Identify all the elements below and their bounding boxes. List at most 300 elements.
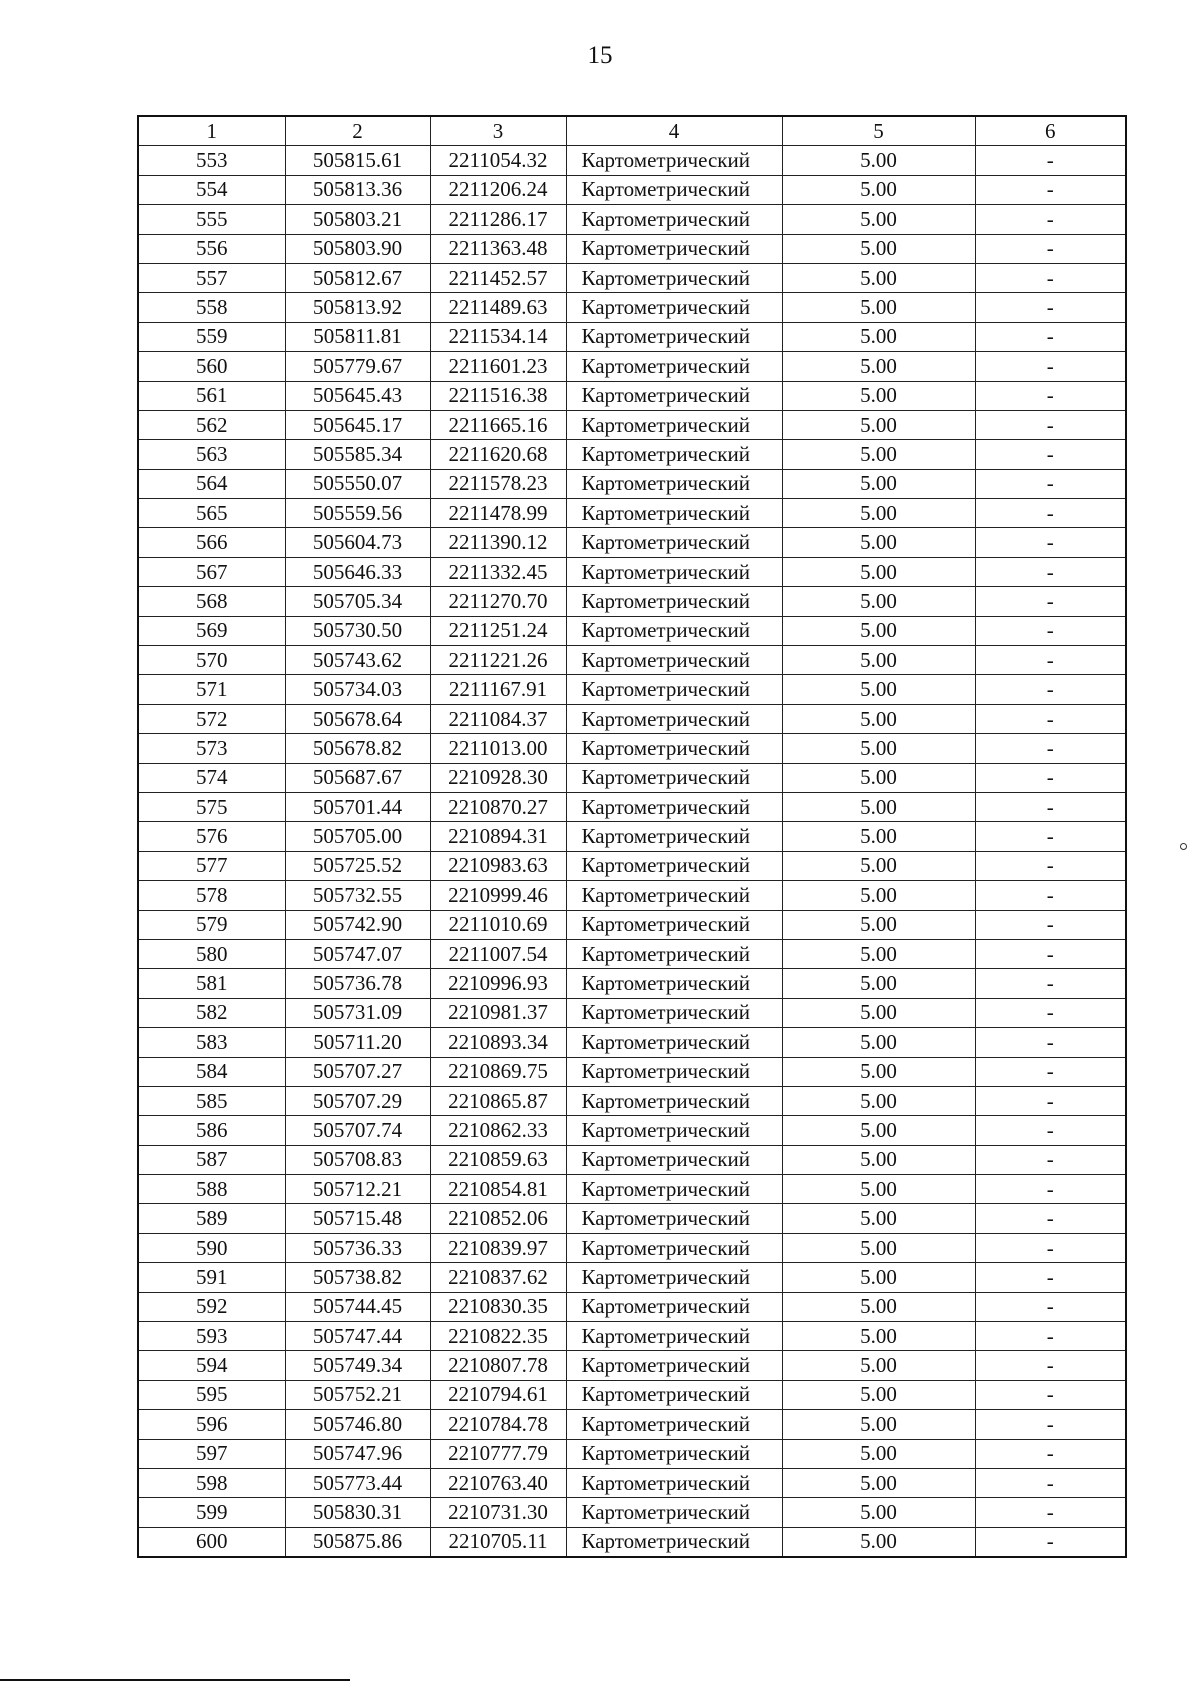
cell-note: - [975, 1380, 1126, 1409]
cell-y-coordinate: 2210894.31 [430, 822, 566, 851]
cell-y-coordinate: 2211167.91 [430, 675, 566, 704]
cell-point-number: 571 [138, 675, 285, 704]
cell-accuracy: 5.00 [782, 1204, 975, 1233]
cell-x-coordinate: 505744.45 [285, 1292, 430, 1321]
cell-point-number: 558 [138, 293, 285, 322]
cell-point-number: 559 [138, 322, 285, 351]
cell-y-coordinate: 2211534.14 [430, 322, 566, 351]
cell-x-coordinate: 505678.82 [285, 734, 430, 763]
cell-accuracy: 5.00 [782, 381, 975, 410]
cell-point-number: 584 [138, 1057, 285, 1086]
cell-y-coordinate: 2211221.26 [430, 646, 566, 675]
table-row [138, 1204, 1126, 1233]
cell-x-coordinate: 505707.29 [285, 1086, 430, 1115]
cell-accuracy: 5.00 [782, 1116, 975, 1145]
cell-x-coordinate: 505687.67 [285, 763, 430, 792]
cell-method: Картометрический [566, 1145, 782, 1174]
cell-method: Картометрический [566, 998, 782, 1027]
cell-note: - [975, 1116, 1126, 1145]
cell-y-coordinate: 2210869.75 [430, 1057, 566, 1086]
table-row [138, 616, 1126, 645]
cell-y-coordinate: 2211206.24 [430, 175, 566, 204]
cell-note: - [975, 440, 1126, 469]
cell-method: Картометрический [566, 1028, 782, 1057]
cell-point-number: 576 [138, 822, 285, 851]
cell-x-coordinate: 505646.33 [285, 557, 430, 586]
cell-method: Картометрический [566, 1204, 782, 1233]
table-row [138, 1380, 1126, 1409]
cell-x-coordinate: 505803.21 [285, 205, 430, 234]
cell-accuracy: 5.00 [782, 1410, 975, 1439]
cell-accuracy: 5.00 [782, 234, 975, 263]
cell-method: Картометрический [566, 146, 782, 175]
cell-note: - [975, 322, 1126, 351]
cell-y-coordinate: 2210794.61 [430, 1380, 566, 1409]
cell-x-coordinate: 505742.90 [285, 910, 430, 939]
cell-method: Картометрический [566, 939, 782, 968]
cell-note: - [975, 1057, 1126, 1086]
cell-x-coordinate: 505708.83 [285, 1145, 430, 1174]
cell-point-number: 582 [138, 998, 285, 1027]
cell-method: Картометрический [566, 1086, 782, 1115]
cell-method: Картометрический [566, 1498, 782, 1527]
cell-x-coordinate: 505736.33 [285, 1233, 430, 1262]
table-row [138, 557, 1126, 586]
cell-note: - [975, 1351, 1126, 1380]
table-row [138, 587, 1126, 616]
cell-y-coordinate: 2211010.69 [430, 910, 566, 939]
cell-y-coordinate: 2211286.17 [430, 205, 566, 234]
cell-point-number: 570 [138, 646, 285, 675]
cell-x-coordinate: 505550.07 [285, 469, 430, 498]
table-row [138, 704, 1126, 733]
table-row [138, 646, 1126, 675]
cell-x-coordinate: 505738.82 [285, 1263, 430, 1292]
cell-y-coordinate: 2211516.38 [430, 381, 566, 410]
cell-accuracy: 5.00 [782, 1351, 975, 1380]
cell-x-coordinate: 505812.67 [285, 263, 430, 292]
cell-point-number: 565 [138, 499, 285, 528]
cell-y-coordinate: 2210862.33 [430, 1116, 566, 1145]
cell-accuracy: 5.00 [782, 1527, 975, 1557]
cell-x-coordinate: 505712.21 [285, 1175, 430, 1204]
cell-method: Картометрический [566, 352, 782, 381]
cell-accuracy: 5.00 [782, 1380, 975, 1409]
cell-method: Картометрический [566, 763, 782, 792]
cell-accuracy: 5.00 [782, 1028, 975, 1057]
table-row [138, 1028, 1126, 1057]
cell-note: - [975, 528, 1126, 557]
cell-y-coordinate: 2210854.81 [430, 1175, 566, 1204]
table-row [138, 1175, 1126, 1204]
cell-y-coordinate: 2211251.24 [430, 616, 566, 645]
cell-x-coordinate: 505604.73 [285, 528, 430, 557]
cell-x-coordinate: 505747.44 [285, 1322, 430, 1351]
cell-accuracy: 5.00 [782, 704, 975, 733]
cell-y-coordinate: 2210852.06 [430, 1204, 566, 1233]
cell-point-number: 560 [138, 352, 285, 381]
cell-accuracy: 5.00 [782, 175, 975, 204]
table-row [138, 1233, 1126, 1262]
table-row [138, 881, 1126, 910]
table-row [138, 1057, 1126, 1086]
cell-y-coordinate: 2210859.63 [430, 1145, 566, 1174]
cell-y-coordinate: 2210996.93 [430, 969, 566, 998]
cell-accuracy: 5.00 [782, 851, 975, 880]
cell-y-coordinate: 2211332.45 [430, 557, 566, 586]
cell-method: Картометрический [566, 616, 782, 645]
cell-accuracy: 5.00 [782, 969, 975, 998]
cell-accuracy: 5.00 [782, 763, 975, 792]
cell-note: - [975, 146, 1126, 175]
cell-y-coordinate: 2210777.79 [430, 1439, 566, 1468]
cell-y-coordinate: 2210837.62 [430, 1263, 566, 1292]
cell-note: - [975, 1204, 1126, 1233]
cell-note: - [975, 1028, 1126, 1057]
cell-method: Картометрический [566, 792, 782, 821]
cell-point-number: 569 [138, 616, 285, 645]
cell-point-number: 578 [138, 881, 285, 910]
cell-accuracy: 5.00 [782, 146, 975, 175]
cell-accuracy: 5.00 [782, 205, 975, 234]
header-col-3: 3 [430, 116, 566, 146]
cell-method: Картометрический [566, 1439, 782, 1468]
cell-point-number: 591 [138, 1263, 285, 1292]
cell-x-coordinate: 505746.80 [285, 1410, 430, 1439]
cell-note: - [975, 998, 1126, 1027]
cell-method: Картометрический [566, 293, 782, 322]
cell-x-coordinate: 505559.56 [285, 499, 430, 528]
table-row [138, 234, 1126, 263]
cell-x-coordinate: 505743.62 [285, 646, 430, 675]
cell-method: Картометрический [566, 734, 782, 763]
cell-method: Картометрический [566, 587, 782, 616]
cell-x-coordinate: 505585.34 [285, 440, 430, 469]
table-row [138, 822, 1126, 851]
cell-point-number: 592 [138, 1292, 285, 1321]
cell-method: Картометрический [566, 910, 782, 939]
cell-point-number: 586 [138, 1116, 285, 1145]
cell-x-coordinate: 505779.67 [285, 352, 430, 381]
cell-y-coordinate: 2211601.23 [430, 352, 566, 381]
cell-method: Картометрический [566, 1116, 782, 1145]
cell-note: - [975, 851, 1126, 880]
cell-x-coordinate: 505711.20 [285, 1028, 430, 1057]
cell-point-number: 588 [138, 1175, 285, 1204]
table-row [138, 1086, 1126, 1115]
cell-x-coordinate: 505830.31 [285, 1498, 430, 1527]
table-row [138, 263, 1126, 292]
cell-x-coordinate: 505705.34 [285, 587, 430, 616]
cell-point-number: 572 [138, 704, 285, 733]
cell-note: - [975, 881, 1126, 910]
table-row [138, 910, 1126, 939]
cell-note: - [975, 1410, 1126, 1439]
cell-note: - [975, 1233, 1126, 1262]
cell-y-coordinate: 2211084.37 [430, 704, 566, 733]
cell-accuracy: 5.00 [782, 881, 975, 910]
table-header [138, 116, 1126, 146]
cell-method: Картометрический [566, 1380, 782, 1409]
cell-accuracy: 5.00 [782, 675, 975, 704]
cell-note: - [975, 734, 1126, 763]
table-row [138, 1527, 1126, 1557]
cell-x-coordinate: 505645.43 [285, 381, 430, 410]
cell-method: Картометрический [566, 1175, 782, 1204]
cell-x-coordinate: 505645.17 [285, 410, 430, 439]
cell-x-coordinate: 505725.52 [285, 851, 430, 880]
cell-note: - [975, 1292, 1126, 1321]
table-row [138, 381, 1126, 410]
cell-method: Картометрический [566, 205, 782, 234]
table-row [138, 1351, 1126, 1380]
cell-accuracy: 5.00 [782, 1086, 975, 1115]
header-row [138, 116, 1126, 146]
cell-method: Картометрический [566, 704, 782, 733]
cell-accuracy: 5.00 [782, 263, 975, 292]
cell-point-number: 589 [138, 1204, 285, 1233]
table-row [138, 675, 1126, 704]
cell-note: - [975, 587, 1126, 616]
cell-y-coordinate: 2210731.30 [430, 1498, 566, 1527]
cell-accuracy: 5.00 [782, 616, 975, 645]
cell-accuracy: 5.00 [782, 528, 975, 557]
cell-note: - [975, 410, 1126, 439]
footnote-divider [0, 1679, 350, 1681]
cell-x-coordinate: 505678.64 [285, 704, 430, 733]
cell-method: Картометрический [566, 969, 782, 998]
cell-x-coordinate: 505736.78 [285, 969, 430, 998]
cell-method: Картометрический [566, 381, 782, 410]
cell-method: Картометрический [566, 557, 782, 586]
cell-y-coordinate: 2211270.70 [430, 587, 566, 616]
cell-accuracy: 5.00 [782, 440, 975, 469]
table-row [138, 146, 1126, 175]
cell-y-coordinate: 2211054.32 [430, 146, 566, 175]
cell-x-coordinate: 505707.27 [285, 1057, 430, 1086]
cell-note: - [975, 1498, 1126, 1527]
cell-method: Картометрический [566, 1292, 782, 1321]
cell-point-number: 553 [138, 146, 285, 175]
cell-accuracy: 5.00 [782, 910, 975, 939]
cell-method: Картометрический [566, 1527, 782, 1557]
cell-y-coordinate: 2210981.37 [430, 998, 566, 1027]
cell-method: Картометрический [566, 499, 782, 528]
table-row [138, 1439, 1126, 1468]
cell-accuracy: 5.00 [782, 1498, 975, 1527]
header-col-6: 6 [975, 116, 1126, 146]
cell-y-coordinate: 2210830.35 [430, 1292, 566, 1321]
scan-speck [1180, 843, 1187, 850]
cell-point-number: 600 [138, 1527, 285, 1557]
cell-point-number: 590 [138, 1233, 285, 1262]
cell-note: - [975, 1175, 1126, 1204]
cell-y-coordinate: 2210999.46 [430, 881, 566, 910]
table-row [138, 352, 1126, 381]
cell-note: - [975, 792, 1126, 821]
cell-y-coordinate: 2210807.78 [430, 1351, 566, 1380]
table-row [138, 1322, 1126, 1351]
table-row [138, 763, 1126, 792]
cell-point-number: 583 [138, 1028, 285, 1057]
cell-x-coordinate: 505715.48 [285, 1204, 430, 1233]
cell-y-coordinate: 2211390.12 [430, 528, 566, 557]
cell-point-number: 585 [138, 1086, 285, 1115]
cell-accuracy: 5.00 [782, 998, 975, 1027]
cell-x-coordinate: 505747.96 [285, 1439, 430, 1468]
cell-point-number: 577 [138, 851, 285, 880]
cell-point-number: 579 [138, 910, 285, 939]
table-row [138, 205, 1126, 234]
cell-point-number: 593 [138, 1322, 285, 1351]
cell-point-number: 595 [138, 1380, 285, 1409]
header-col-1: 1 [138, 116, 285, 146]
table-row [138, 528, 1126, 557]
cell-x-coordinate: 505773.44 [285, 1468, 430, 1497]
cell-method: Картометрический [566, 1263, 782, 1292]
cell-x-coordinate: 505705.00 [285, 822, 430, 851]
cell-note: - [975, 499, 1126, 528]
cell-note: - [975, 1439, 1126, 1468]
cell-accuracy: 5.00 [782, 410, 975, 439]
cell-x-coordinate: 505747.07 [285, 939, 430, 968]
cell-accuracy: 5.00 [782, 1468, 975, 1497]
cell-method: Картометрический [566, 440, 782, 469]
table-row [138, 469, 1126, 498]
coordinates-table [137, 115, 1127, 1558]
cell-note: - [975, 205, 1126, 234]
cell-method: Картометрический [566, 469, 782, 498]
cell-method: Картометрический [566, 1468, 782, 1497]
cell-y-coordinate: 2210865.87 [430, 1086, 566, 1115]
cell-y-coordinate: 2210763.40 [430, 1468, 566, 1497]
cell-accuracy: 5.00 [782, 587, 975, 616]
table-row [138, 322, 1126, 351]
cell-point-number: 556 [138, 234, 285, 263]
cell-note: - [975, 1527, 1126, 1557]
cell-note: - [975, 175, 1126, 204]
cell-x-coordinate: 505813.92 [285, 293, 430, 322]
table-row [138, 998, 1126, 1027]
cell-point-number: 596 [138, 1410, 285, 1439]
cell-x-coordinate: 505875.86 [285, 1527, 430, 1557]
cell-y-coordinate: 2210705.11 [430, 1527, 566, 1557]
cell-y-coordinate: 2211578.23 [430, 469, 566, 498]
cell-x-coordinate: 505701.44 [285, 792, 430, 821]
cell-method: Картометрический [566, 263, 782, 292]
cell-x-coordinate: 505734.03 [285, 675, 430, 704]
cell-note: - [975, 763, 1126, 792]
cell-note: - [975, 939, 1126, 968]
table-row [138, 1116, 1126, 1145]
cell-y-coordinate: 2211007.54 [430, 939, 566, 968]
table-row [138, 293, 1126, 322]
table-row [138, 734, 1126, 763]
cell-point-number: 562 [138, 410, 285, 439]
cell-point-number: 598 [138, 1468, 285, 1497]
header-col-2: 2 [285, 116, 430, 146]
cell-note: - [975, 234, 1126, 263]
cell-x-coordinate: 505811.81 [285, 322, 430, 351]
cell-accuracy: 5.00 [782, 352, 975, 381]
cell-x-coordinate: 505815.61 [285, 146, 430, 175]
cell-point-number: 573 [138, 734, 285, 763]
cell-method: Картометрический [566, 822, 782, 851]
cell-accuracy: 5.00 [782, 1233, 975, 1262]
cell-method: Картометрический [566, 675, 782, 704]
cell-point-number: 554 [138, 175, 285, 204]
cell-point-number: 567 [138, 557, 285, 586]
cell-note: - [975, 1086, 1126, 1115]
cell-point-number: 575 [138, 792, 285, 821]
cell-accuracy: 5.00 [782, 293, 975, 322]
cell-accuracy: 5.00 [782, 822, 975, 851]
cell-note: - [975, 822, 1126, 851]
cell-accuracy: 5.00 [782, 1292, 975, 1321]
cell-point-number: 597 [138, 1439, 285, 1468]
cell-y-coordinate: 2210784.78 [430, 1410, 566, 1439]
cell-point-number: 574 [138, 763, 285, 792]
cell-x-coordinate: 505749.34 [285, 1351, 430, 1380]
cell-x-coordinate: 505813.36 [285, 175, 430, 204]
table-row [138, 792, 1126, 821]
cell-point-number: 561 [138, 381, 285, 410]
cell-x-coordinate: 505731.09 [285, 998, 430, 1027]
cell-accuracy: 5.00 [782, 1175, 975, 1204]
cell-point-number: 580 [138, 939, 285, 968]
cell-method: Картометрический [566, 322, 782, 351]
cell-point-number: 568 [138, 587, 285, 616]
table-row [138, 410, 1126, 439]
cell-method: Картометрический [566, 851, 782, 880]
cell-accuracy: 5.00 [782, 499, 975, 528]
table-row [138, 499, 1126, 528]
cell-method: Картометрический [566, 1057, 782, 1086]
cell-note: - [975, 1322, 1126, 1351]
cell-note: - [975, 616, 1126, 645]
cell-y-coordinate: 2210839.97 [430, 1233, 566, 1262]
header-col-4: 4 [566, 116, 782, 146]
page-number: 15 [587, 42, 613, 69]
table-row [138, 939, 1126, 968]
cell-x-coordinate: 505732.55 [285, 881, 430, 910]
cell-method: Картометрический [566, 1410, 782, 1439]
table-row [138, 1498, 1126, 1527]
cell-x-coordinate: 505803.90 [285, 234, 430, 263]
cell-y-coordinate: 2211620.68 [430, 440, 566, 469]
table-row [138, 1292, 1126, 1321]
cell-point-number: 566 [138, 528, 285, 557]
cell-y-coordinate: 2211363.48 [430, 234, 566, 263]
cell-point-number: 594 [138, 1351, 285, 1380]
table-row [138, 175, 1126, 204]
cell-y-coordinate: 2210928.30 [430, 763, 566, 792]
cell-y-coordinate: 2210870.27 [430, 792, 566, 821]
table-row [138, 1468, 1126, 1497]
cell-point-number: 587 [138, 1145, 285, 1174]
cell-note: - [975, 469, 1126, 498]
cell-note: - [975, 263, 1126, 292]
cell-method: Картометрический [566, 1233, 782, 1262]
cell-y-coordinate: 2211013.00 [430, 734, 566, 763]
cell-accuracy: 5.00 [782, 557, 975, 586]
cell-x-coordinate: 505707.74 [285, 1116, 430, 1145]
cell-method: Картометрический [566, 528, 782, 557]
cell-note: - [975, 646, 1126, 675]
cell-method: Картометрический [566, 881, 782, 910]
cell-note: - [975, 910, 1126, 939]
cell-accuracy: 5.00 [782, 322, 975, 351]
